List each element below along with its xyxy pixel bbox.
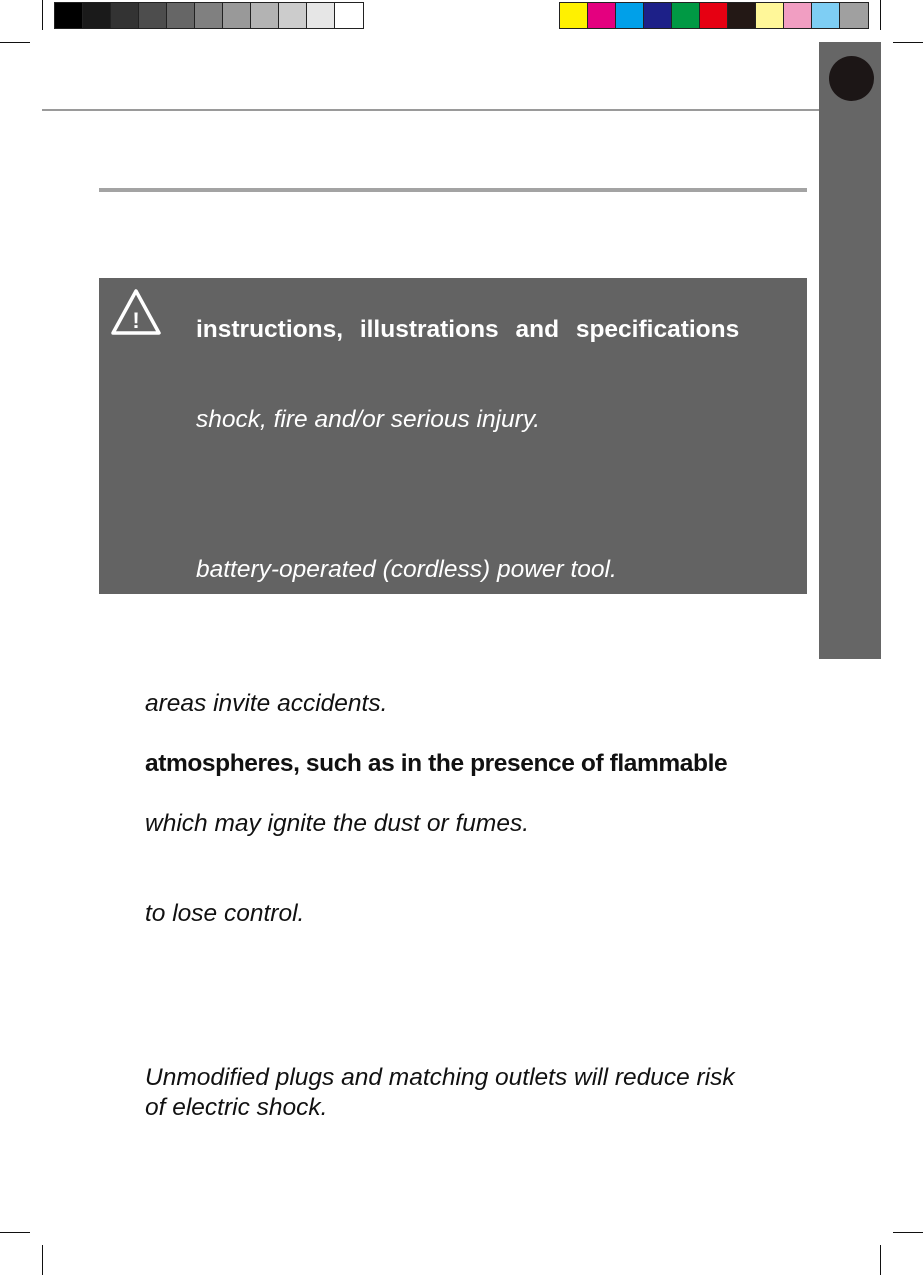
calibration-swatch xyxy=(111,3,139,28)
calibration-swatch xyxy=(700,3,728,28)
warning-triangle-icon xyxy=(110,288,162,336)
calibration-swatch xyxy=(307,3,335,28)
calibration-swatch xyxy=(223,3,251,28)
calibration-swatch xyxy=(167,3,195,28)
calibration-swatch xyxy=(672,3,700,28)
body-line-6: of electric shock. xyxy=(145,1094,328,1121)
grayscale-calibration-bar xyxy=(54,2,364,29)
calibration-swatch xyxy=(279,3,307,28)
calibration-swatch xyxy=(644,3,672,28)
body-line-4: to lose control. xyxy=(145,900,305,927)
calibration-swatch xyxy=(55,3,83,28)
warning-line-2: shock, fire and/or serious injury. xyxy=(196,406,541,433)
calibration-swatch xyxy=(840,3,868,28)
calibration-swatch xyxy=(83,3,111,28)
body-line-1: areas invite accidents. xyxy=(145,690,388,717)
color-calibration-bar xyxy=(559,2,869,29)
calibration-swatch xyxy=(784,3,812,28)
calibration-swatch xyxy=(195,3,223,28)
crop-mark xyxy=(880,0,881,30)
calibration-swatch xyxy=(335,3,363,28)
header-divider xyxy=(42,109,820,111)
crop-mark xyxy=(880,1245,881,1275)
crop-mark xyxy=(893,42,923,43)
calibration-swatch xyxy=(588,3,616,28)
section-title-rule xyxy=(99,188,807,192)
crop-mark xyxy=(0,1232,30,1233)
warning-line-1: instructions, illustrations and specifications xyxy=(196,316,740,343)
calibration-swatch xyxy=(756,3,784,28)
warning-line-3: battery-operated (cordless) power tool. xyxy=(196,556,617,583)
calibration-swatch xyxy=(251,3,279,28)
chapter-tab-dot xyxy=(829,56,874,101)
crop-mark xyxy=(42,1245,43,1275)
calibration-swatch xyxy=(728,3,756,28)
body-line-2: atmospheres, such as in the presence of flammable xyxy=(145,750,728,777)
crop-mark xyxy=(893,1232,923,1233)
calibration-swatch xyxy=(560,3,588,28)
calibration-swatch xyxy=(139,3,167,28)
body-line-3: which may ignite the dust or fumes. xyxy=(145,810,530,837)
crop-mark xyxy=(0,42,30,43)
calibration-swatch xyxy=(812,3,840,28)
svg-text:!: ! xyxy=(132,308,140,333)
body-line-5: Unmodified plugs and matching outlets will reduce risk xyxy=(145,1064,735,1091)
calibration-swatch xyxy=(616,3,644,28)
chapter-side-tab xyxy=(819,42,881,659)
crop-mark xyxy=(42,0,43,30)
